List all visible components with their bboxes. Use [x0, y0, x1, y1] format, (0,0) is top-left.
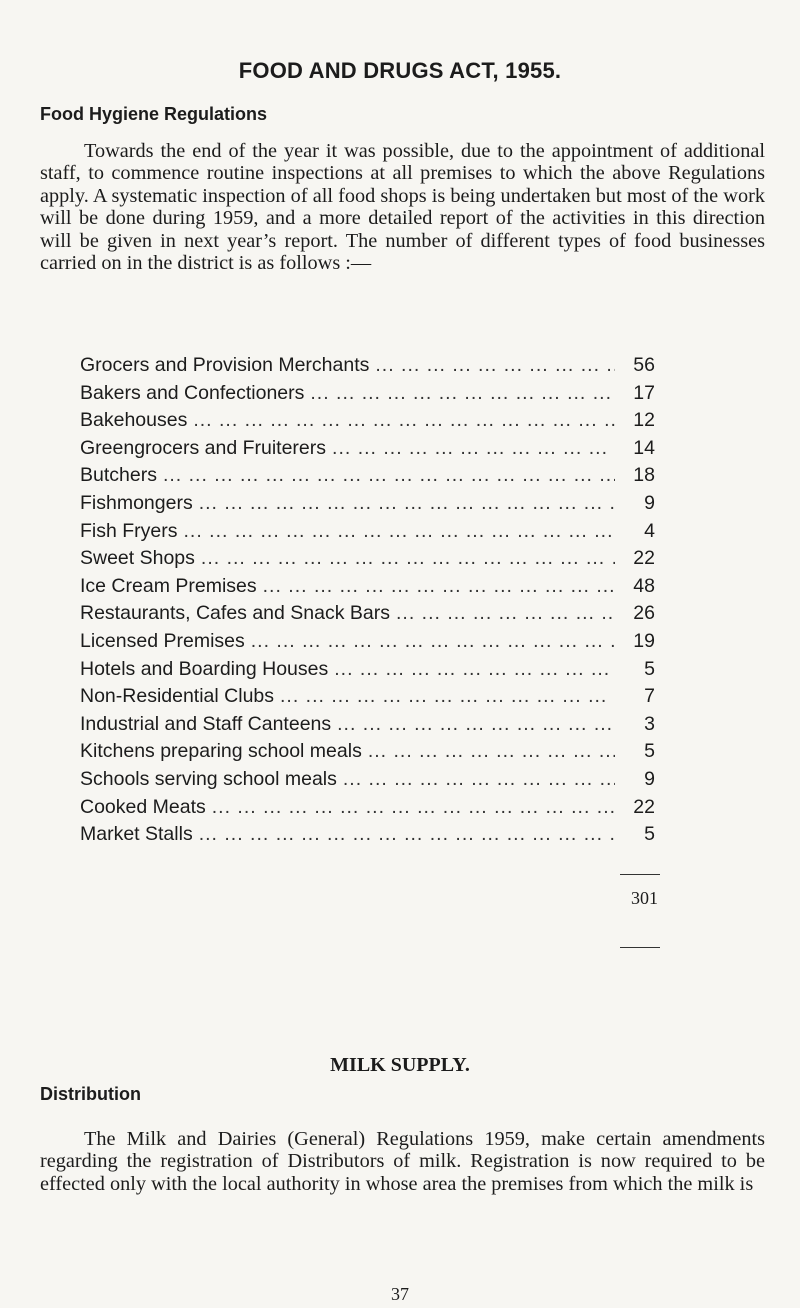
business-count: 18: [633, 464, 655, 487]
section-heading: Food Hygiene Regulations: [40, 104, 268, 124]
table-row: [80, 630, 655, 658]
business-type-label: Licensed Premises: [80, 629, 245, 652]
business-type-label: Fishmongers: [80, 491, 193, 514]
total-value: 301: [631, 888, 658, 908]
table-row: [80, 740, 655, 768]
dot-leader: [206, 796, 615, 819]
table-row: [80, 768, 655, 796]
business-count: 22: [633, 547, 655, 570]
dot-leader: [390, 602, 615, 625]
business-type-label: Butchers: [80, 464, 157, 487]
business-type-label: Grocers and Provision Merchants: [80, 354, 370, 376]
business-count: 12: [633, 409, 655, 432]
business-type-label: Bakers and Confectioners: [80, 381, 305, 404]
business-type-label: Schools serving school meals: [80, 767, 337, 790]
table-row: [80, 464, 655, 492]
table-row: [80, 354, 655, 382]
business-type-label: Bakehouses: [80, 409, 188, 432]
business-count: 5: [644, 823, 655, 846]
business-type-label: Ice Cream Premises: [80, 574, 257, 597]
business-type-label: Restaurants, Cafes and Snack Bars: [80, 602, 390, 625]
table-row: [80, 492, 655, 520]
table-row: [80, 823, 655, 851]
table-row: [80, 575, 655, 603]
total-rule-top: [620, 874, 660, 875]
business-type-label: Greengrocers and Fruiterers: [80, 436, 327, 459]
business-count: 3: [644, 712, 655, 735]
business-type-label: Non-Residential Clubs: [80, 685, 275, 708]
dot-leader: [257, 575, 615, 598]
dot-leader: [195, 547, 615, 570]
business-type-label: Industrial and Staff Canteens: [80, 712, 332, 735]
business-count: 4: [644, 519, 655, 542]
dot-leader: [369, 354, 615, 377]
business-count: 22: [633, 795, 655, 818]
business-type-label: Fish Fryers: [80, 519, 178, 542]
dot-leader: [187, 409, 615, 432]
dot-leader: [157, 464, 615, 487]
table-row: [80, 409, 655, 437]
milk-supply-heading: MILK SUPPLY.: [330, 1054, 470, 1076]
dot-leader: [362, 740, 615, 763]
business-count: 56: [633, 354, 655, 376]
table-row: [80, 658, 655, 686]
table-row: [80, 796, 655, 824]
business-count: 7: [644, 685, 655, 708]
table-row: [80, 547, 655, 575]
dot-leader: [193, 492, 615, 515]
dot-leader: [245, 630, 615, 653]
business-count: 26: [633, 602, 655, 625]
dot-leader: [304, 382, 615, 405]
page-number: 37: [391, 1284, 409, 1304]
business-type-label: Kitchens preparing school meals: [80, 740, 362, 763]
business-count: 5: [644, 657, 655, 680]
table-row: [80, 713, 655, 741]
dot-leader: [326, 437, 615, 460]
dot-leader: [337, 768, 615, 791]
dot-leader: [274, 685, 615, 708]
dot-leader: [178, 520, 616, 543]
business-count: 9: [644, 767, 655, 790]
business-count: 14: [633, 436, 655, 459]
business-count: 5: [644, 740, 655, 763]
total-rule-bottom: [620, 947, 660, 948]
table-row: [80, 382, 655, 410]
business-count: 19: [633, 629, 655, 652]
distribution-heading: Distribution: [40, 1084, 141, 1104]
table-row: [80, 520, 655, 548]
business-type-label: Cooked Meats: [80, 795, 206, 818]
page-title: FOOD AND DRUGS ACT, 1955.: [238, 58, 562, 83]
business-type-label: Hotels and Boarding Houses: [80, 657, 329, 680]
business-count: 17: [633, 381, 655, 404]
table-row: [80, 685, 655, 713]
business-count: 48: [633, 574, 655, 597]
dot-leader: [193, 823, 615, 846]
business-type-label: Sweet Shops: [80, 547, 195, 570]
milk-paragraph: The Milk and Dairies (General) Regulations 1959, make certain amendments regarding the registration of Distributors of milk. Registration is now required to be effected only with the local authority in whose area the premises from which the milk is: [40, 1128, 765, 1195]
table-row: [80, 437, 655, 465]
table-row: [80, 602, 655, 630]
business-table: [80, 354, 655, 851]
dot-leader: [328, 658, 615, 681]
business-type-label: Market Stalls: [80, 823, 193, 846]
business-count: 9: [644, 491, 655, 514]
intro-paragraph: Towards the end of the year it was possible, due to the appointment of additional staff, to commence routine inspections at all premises to which the above Regulations apply. A systematic inspection of all food shops is being undertaken but most of the work will be done during 1959, and a more detailed report of the activities in this direction will be given in next year’s report. The number of different types of food businesses carried on in the district is as follows :—: [40, 140, 765, 275]
dot-leader: [331, 713, 615, 736]
